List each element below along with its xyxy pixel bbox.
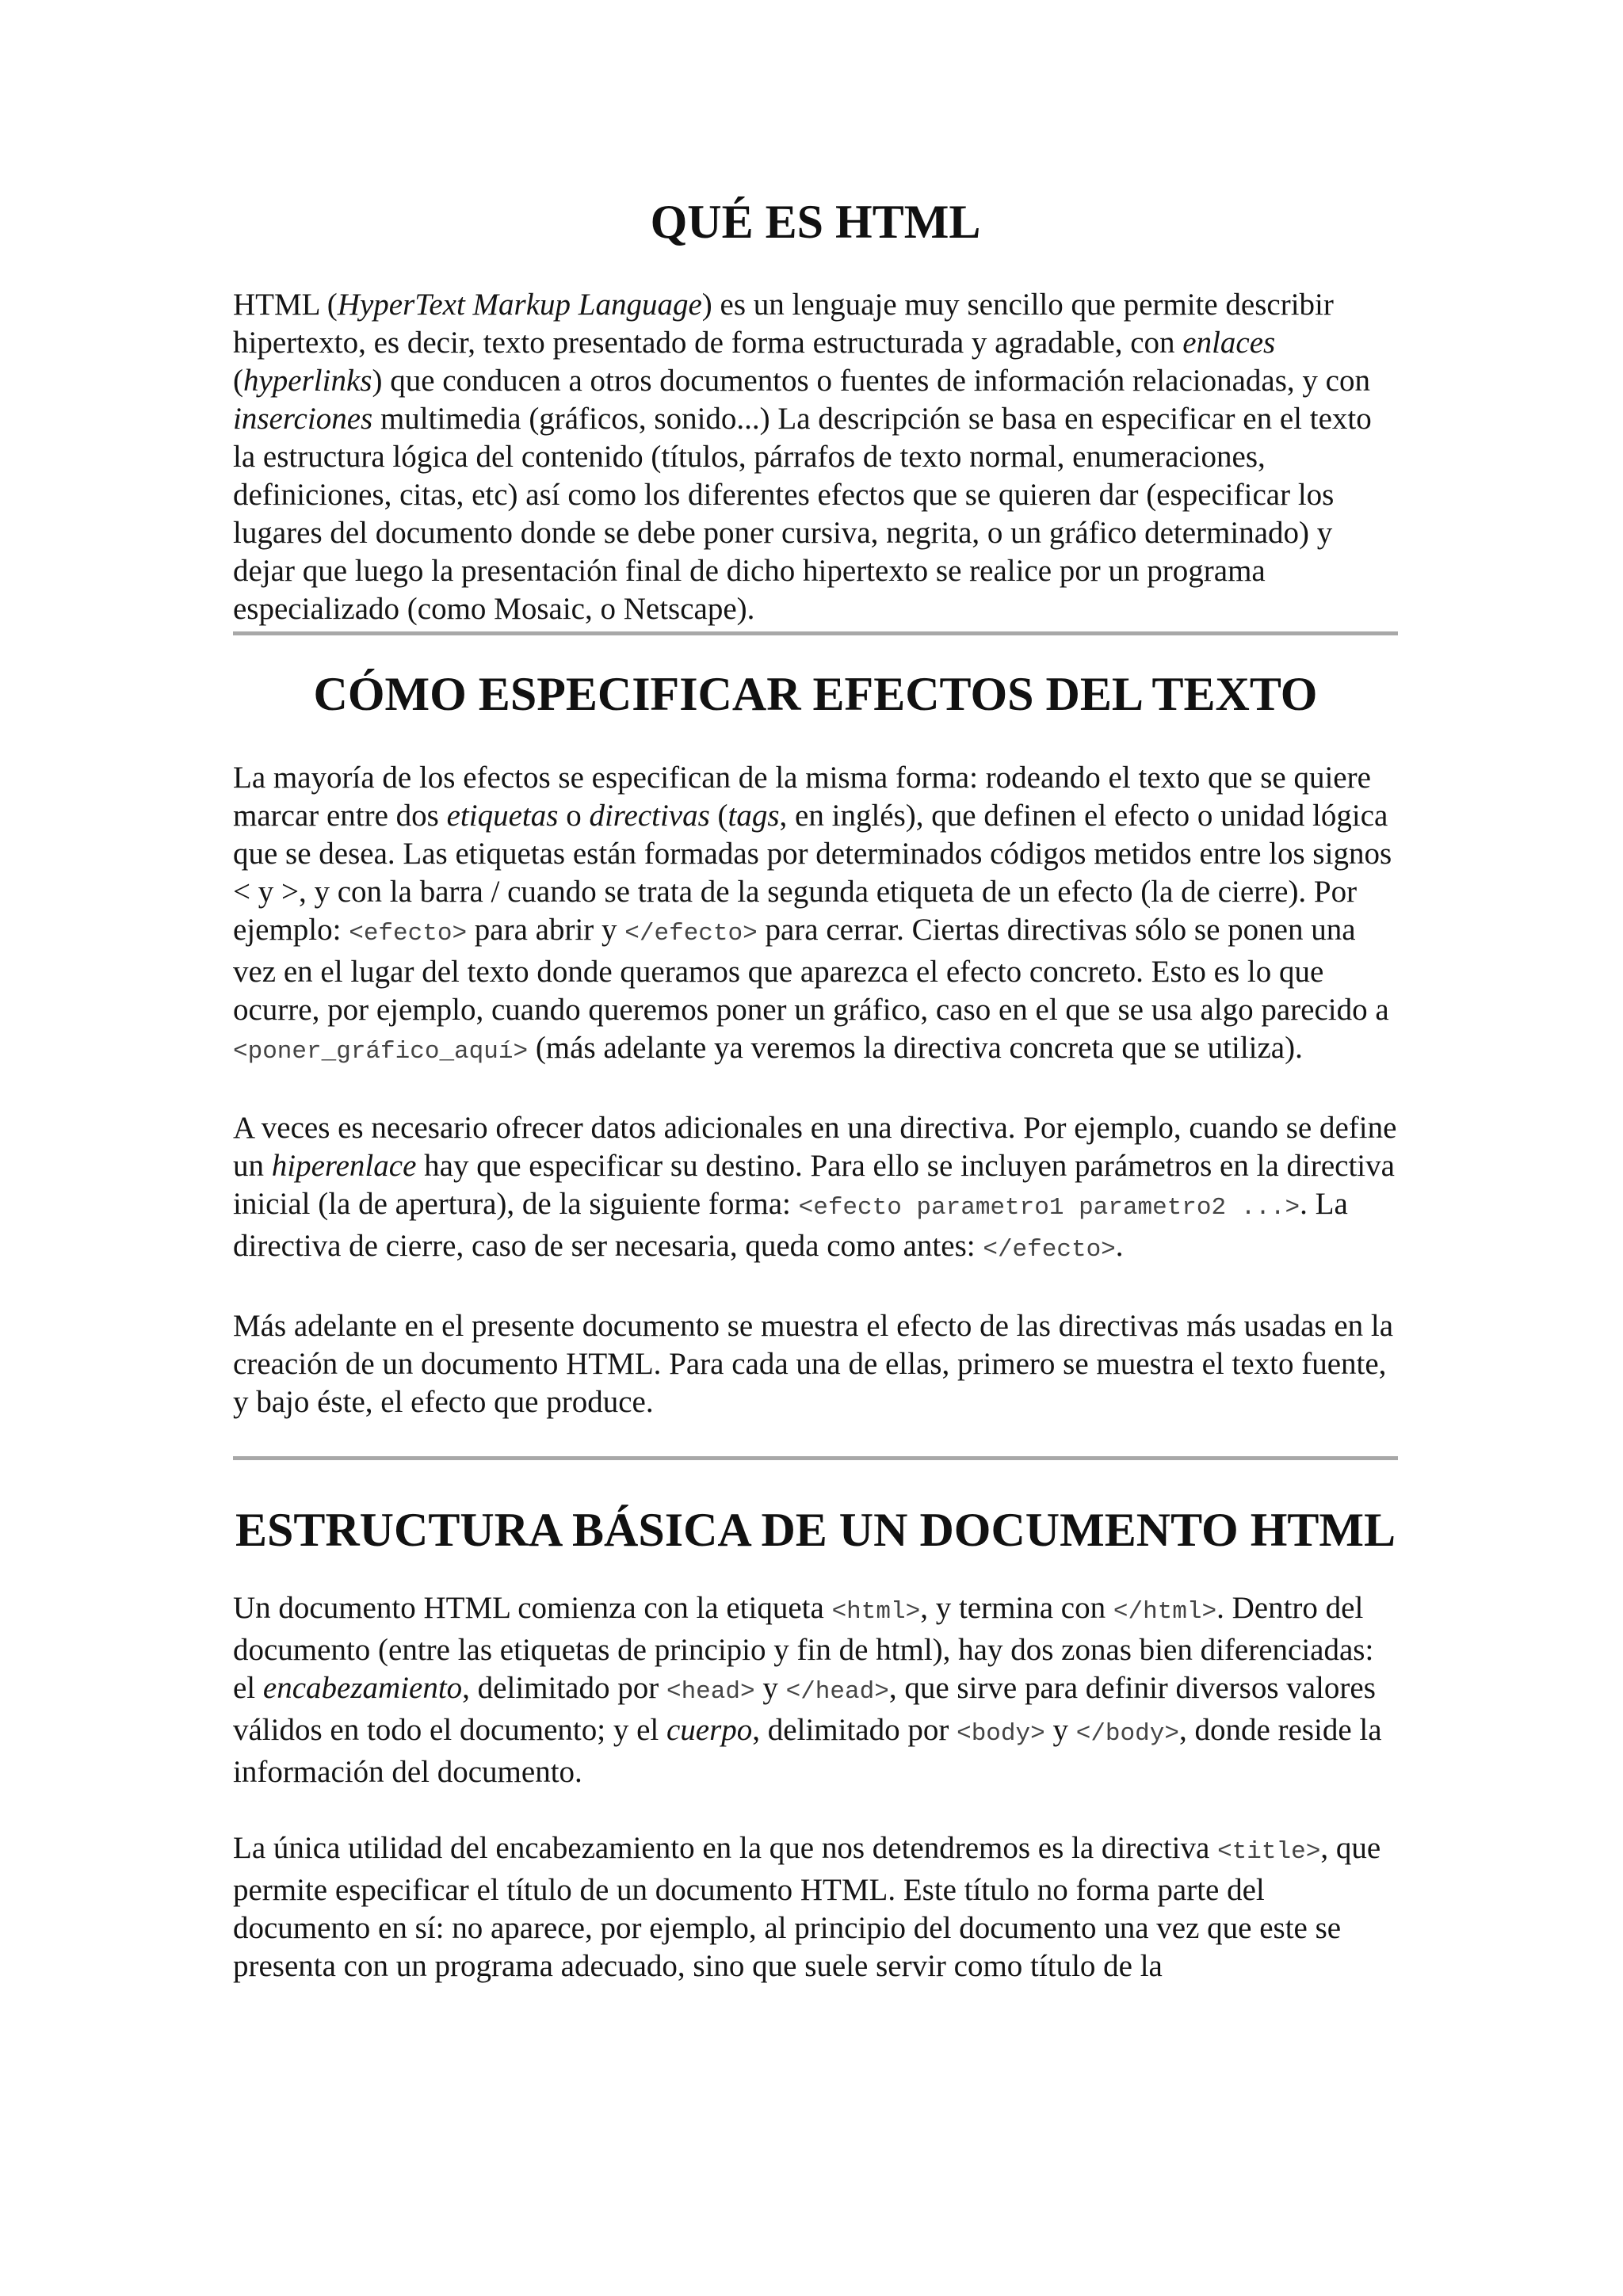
heading-estructura-basica: ESTRUCTURA BÁSICA DE UN DOCUMENTO HTML	[235, 1504, 1396, 1556]
code-efecto-parametros: <efecto parametro1 parametro2 ...>	[798, 1194, 1300, 1222]
code-efecto-close: </efecto>	[624, 920, 758, 948]
code-efecto-close-2: </efecto>	[983, 1236, 1116, 1264]
section-divider	[233, 631, 1398, 635]
paragraph-parametros: A veces es necesario ofrecer datos adicionales en una directiva. Por ejemplo, cuando se define un hiperenlace hay que especificar su destino. Para ello se incluyen parámetros en la directiva inicial (la de apertura), de la siguiente forma: <efecto parametro1 parametro2 ...>. La directiva de cierre, caso de ser necesaria, queda como antes: </efecto>.	[233, 1111, 1397, 1264]
code-head-open: <head>	[666, 1678, 755, 1706]
code-body-close: </body>	[1075, 1720, 1179, 1748]
code-title: <title>	[1217, 1838, 1321, 1866]
paragraph-estructura: Un documento HTML comienza con la etiqueta <html>, y termina con </html>. Dentro del documento (entre las etiquetas de principio y fin de html), hay dos zonas bien diferenciadas: el encabezamiento, delimitado por <head> y </head>, que sirve para definir diversos valores válidos en todo el documento; y el cuerpo, delimitado por <body> y </body>, donde reside la información del documento.	[233, 1591, 1382, 1789]
paragraph-etiquetas: La mayoría de los efectos se especifican de la misma forma: rodeando el texto que se quiere marcar entre dos etiquetas o directivas (tags, en inglés), que definen el efecto o unidad lógica que se desea. Las etiquetas están formadas por determinados códigos metidos entre los signos < y >, y con la barra / cuando se trata de la segunda etiqueta de un efecto (la de cierre). Por ejemplo: <efecto> para abrir y </efecto> para cerrar. Ciertas directivas sólo se ponen una vez en el lugar del texto donde queramos que aparezca el efecto concreto. Esto es lo que ocurre, por ejemplo, cuando queremos poner un gráfico, caso en el que se usa algo parecido a <poner_gráfico_aquí> (más adelante ya veremos la directiva concreta que se utiliza).	[233, 761, 1392, 1066]
code-poner-grafico: <poner_gráfico_aquí>	[233, 1038, 529, 1066]
code-body-open: <body>	[957, 1720, 1045, 1748]
code-html-open: <html>	[831, 1598, 921, 1626]
code-html-close: </html>	[1113, 1598, 1217, 1626]
code-head-close: </head>	[785, 1678, 889, 1706]
document-page	[233, 0, 1398, 1985]
paragraph-title: La única utilidad del encabezamiento en la que nos detendremos es la directiva <title>, que permite especificar el título de un documento HTML. Este título no forma parte del documento en sí: no aparece, por ejemplo, al principio del documento una vez que este se presenta con un programa adecuado, sino que suele servir como título de la	[233, 1831, 1381, 1983]
paragraph-html-definition: HTML (HyperText Markup Language) es un lenguaje muy sencillo que permite describir hipertexto, es decir, texto presentado de forma estructurada y agradable, con enlaces (hyperlinks) que conducen a otros documentos o fuentes de información relacionadas, y con inserciones multimedia (gráficos, sonido...) La descripción se basa en especificar en el texto la estructura lógica del contenido (títulos, párrafos de texto normal, enumeraciones, definiciones, citas, etc) así como los diferentes efectos que se quieren dar (especificar los lugares del documento donde se debe poner cursiva, negrita, o un gráfico determinado) y dejar que luego la presentación final de dicho hipertexto se realice por un programa especializado (como Mosaic, o Netscape).	[233, 288, 1372, 626]
heading-como-especificar-efectos: CÓMO ESPECIFICAR EFECTOS DEL TEXTO	[313, 668, 1318, 720]
code-efecto-open: <efecto>	[349, 920, 468, 948]
heading-que-es-html: QUÉ ES HTML	[650, 196, 981, 248]
paragraph-mas-adelante: Más adelante en el presente documento se muestra el efecto de las directivas más usadas en la creación de un documento HTML. Para cada una de ellas, primero se muestra el texto fuente, y bajo éste, el efecto que produce.	[233, 1309, 1394, 1419]
section-divider	[233, 1456, 1398, 1460]
